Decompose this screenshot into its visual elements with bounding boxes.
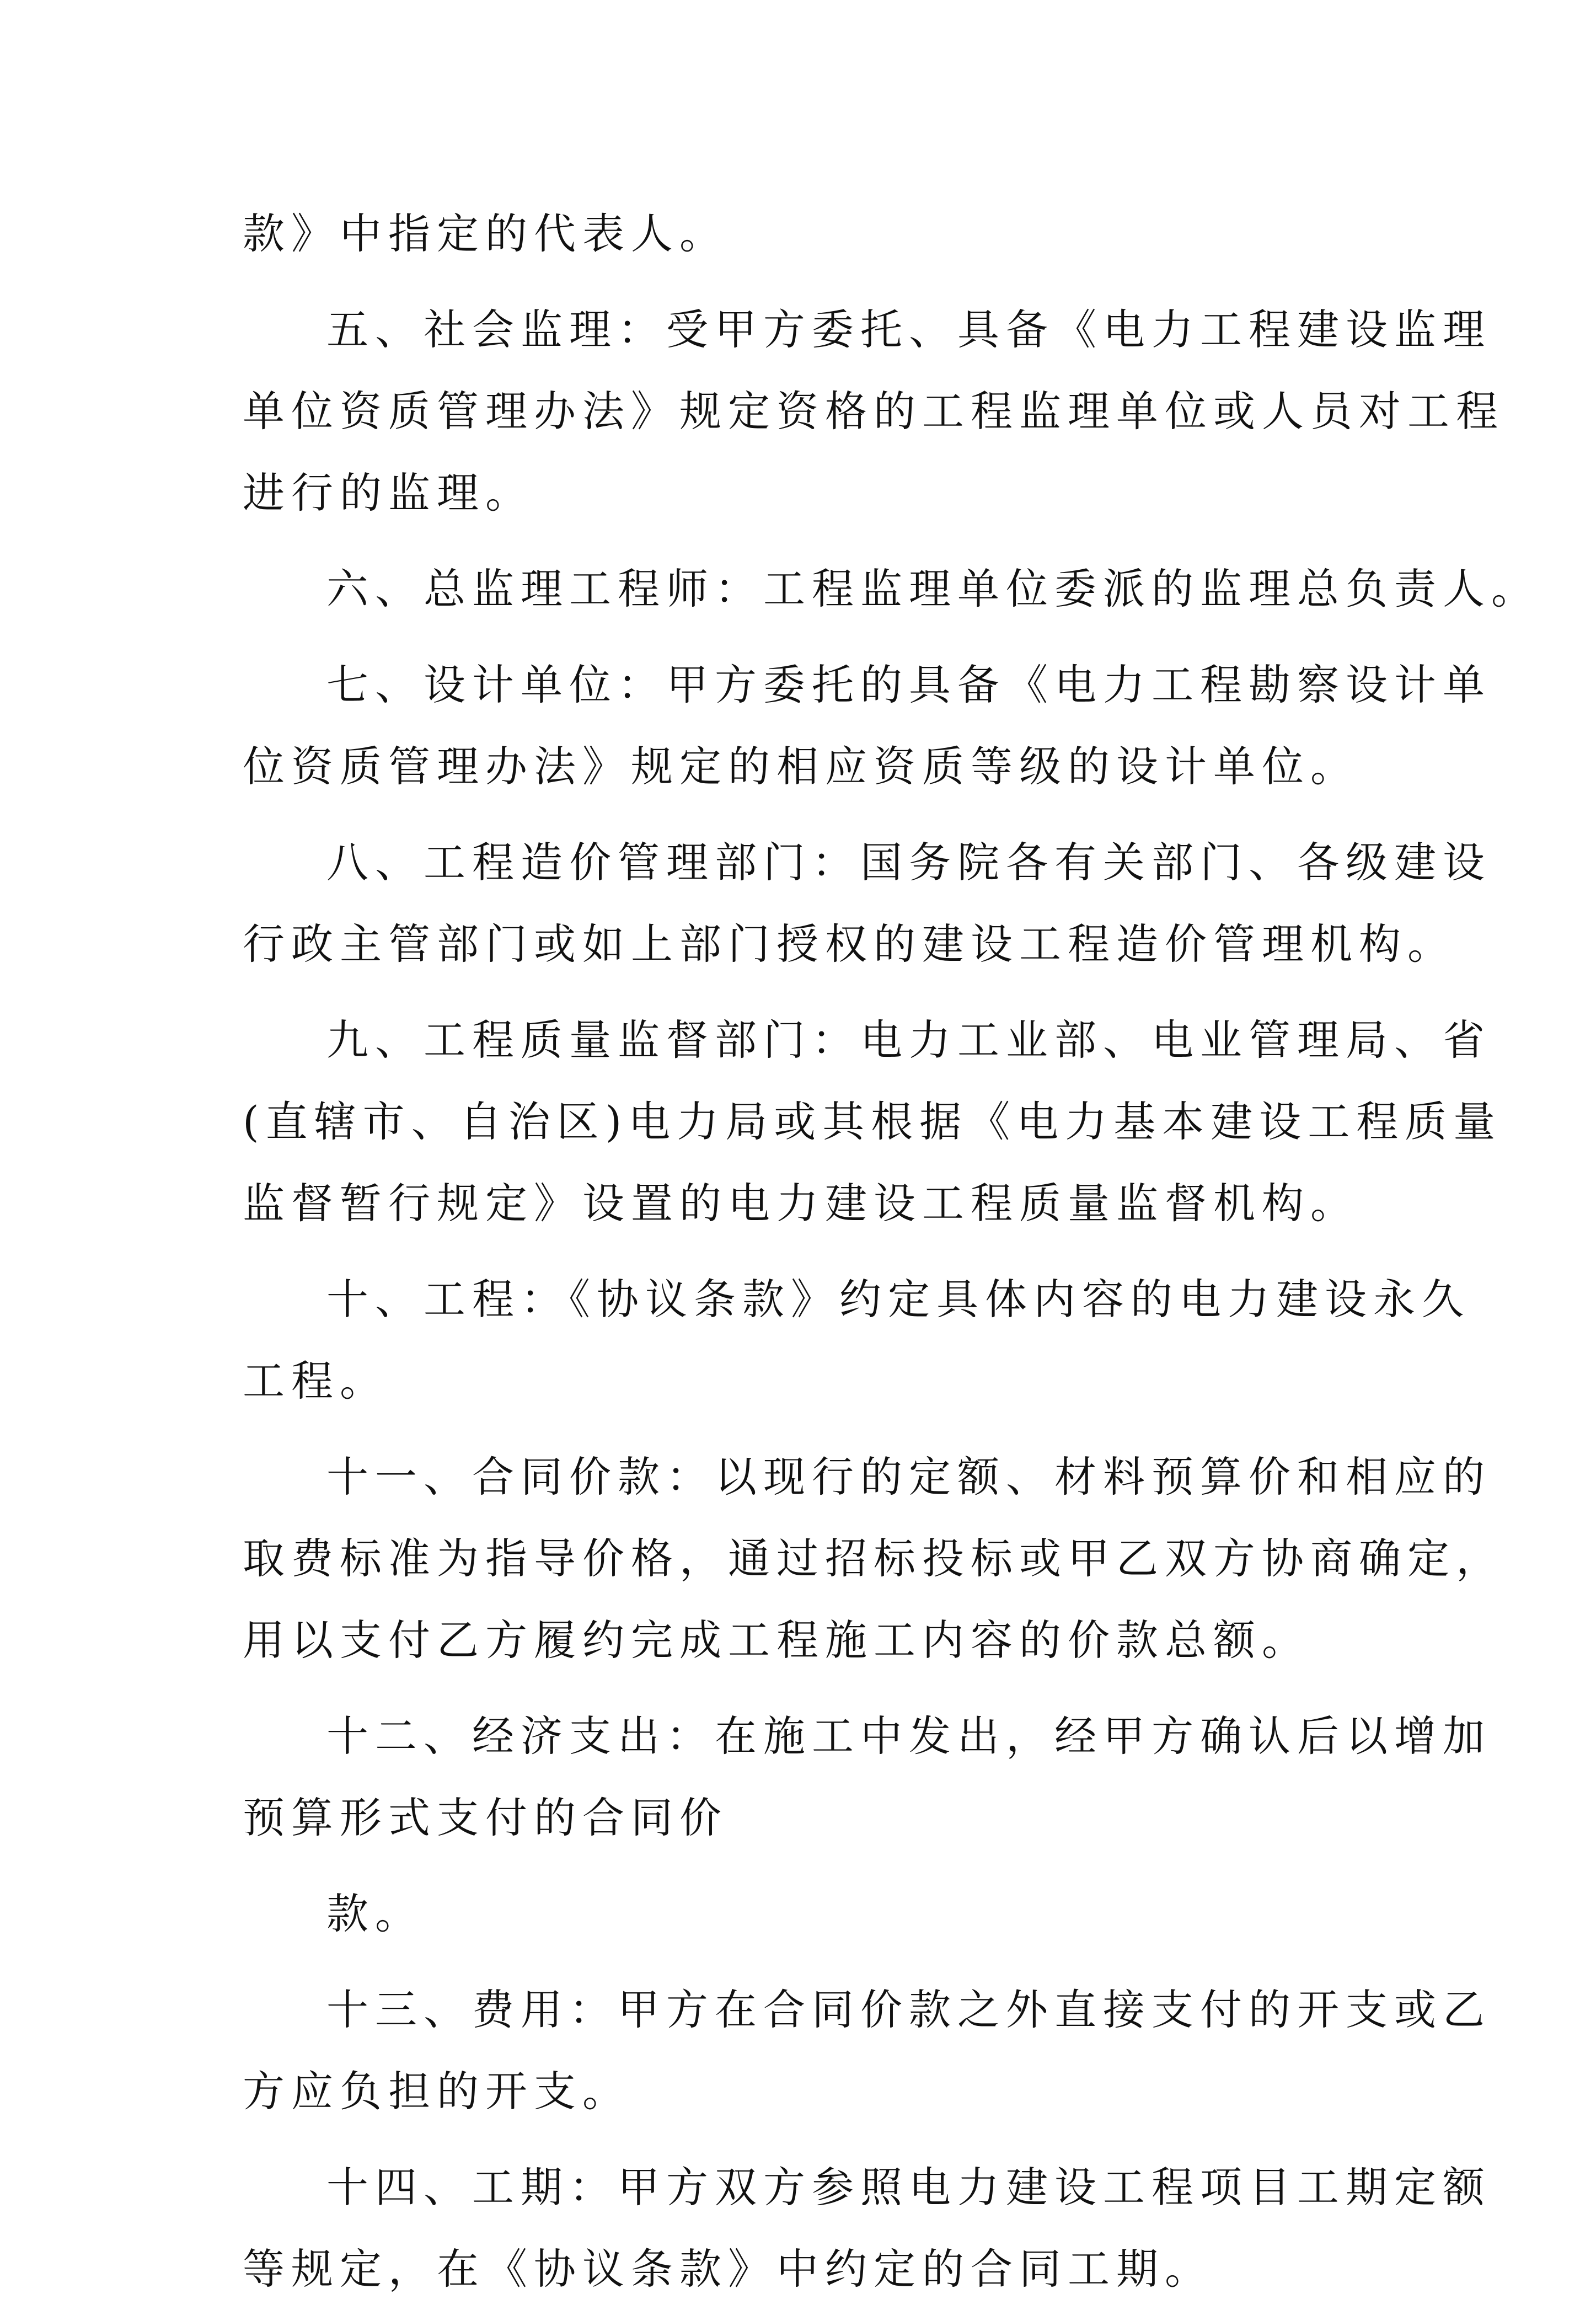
document-body (243, 193, 1540, 2310)
paragraph (243, 1873, 1362, 1955)
text-line: 六、总监理工程师：工程监理单位委派的监理总负责人。 (326, 564, 1540, 613)
paragraph (243, 548, 1540, 630)
paragraph (243, 999, 1502, 1244)
text-line: 十、工程：《协议条款》约定具体内容的电力建设永久 (326, 1275, 1470, 1324)
paragraph (243, 193, 1362, 275)
text-line: 用以支付乙方履约完成工程施工内容的价款总额。 (243, 1616, 1310, 1665)
text-line: 工程。 (243, 1356, 388, 1405)
text-line: 款。 (326, 1889, 424, 1938)
text-line: 方应负担的开支。 (243, 2067, 631, 2116)
text-line: 等规定，在《协议条款》中约定的合同工期。 (243, 2244, 1213, 2293)
text-line: 五、社会监理：受甲方委托、具备《电力工程建设监理 (326, 305, 1491, 354)
paragraph (243, 2147, 1491, 2310)
text-line: (直辖市、自治区)电力局或其根据《电力基本建设工程质量 (243, 1097, 1502, 1146)
text-line: 位资质管理办法》规定的相应资质等级的设计单位。 (243, 742, 1359, 791)
paragraph (243, 822, 1491, 985)
paragraph (243, 1436, 1504, 1681)
text-line: 八、工程造价管理部门：国务院各有关部门、各级建设 (326, 838, 1491, 887)
text-line: 十三、费用：甲方在合同价款之外直接支付的开支或乙 (326, 1985, 1491, 2034)
paragraph (243, 289, 1504, 534)
text-line: 十二、经济支出：在施工中发出，经甲方确认后以增加 (326, 1712, 1491, 1761)
text-line: 七、设计单位：甲方委托的具备《电力工程勘察设计单 (326, 660, 1491, 709)
paragraph (243, 1259, 1470, 1422)
text-line: 取费标准为指导价格，通过招标投标或甲乙双方协商确定， (243, 1534, 1504, 1583)
paragraph (243, 644, 1491, 808)
text-line: 行政主管部门或如上部门授权的建设工程造价管理机构。 (243, 919, 1456, 969)
text-line: 款》中指定的代表人。 (243, 209, 728, 258)
text-line: 监督暂行规定》设置的电力建设工程质量监督机构。 (243, 1179, 1359, 1228)
text-line: 单位资质管理办法》规定资格的工程监理单位或人员对工程 (243, 387, 1504, 436)
paragraph (243, 1696, 1491, 1859)
text-line: 进行的监理。 (243, 468, 534, 517)
paragraph (243, 1969, 1491, 2132)
text-line: 九、工程质量监督部门：电力工业部、电业管理局、省 (326, 1015, 1491, 1065)
text-line: 预算形式支付的合同价 (243, 1793, 728, 1842)
text-line: 十四、工期：甲方双方参照电力建设工程项目工期定额 (326, 2163, 1491, 2212)
text-line: 十一、合同价款：以现行的定额、材料预算价和相应的 (326, 1452, 1491, 1501)
